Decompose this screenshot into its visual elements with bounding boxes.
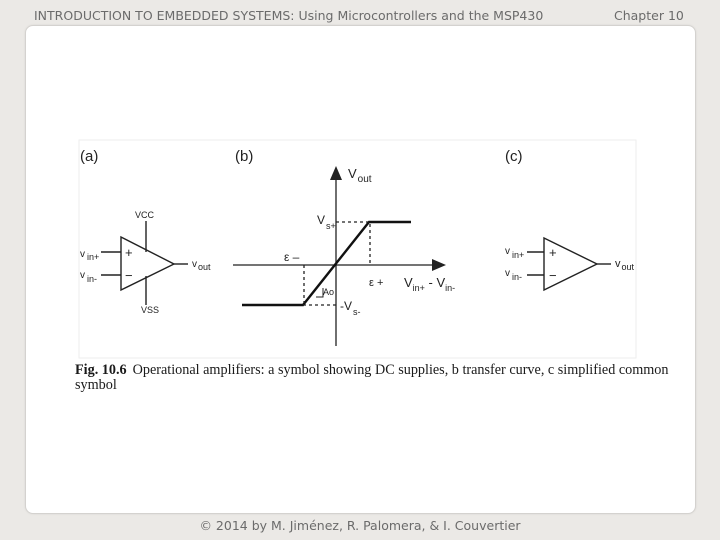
panel-b	[233, 148, 455, 346]
y-axis-arrow	[330, 166, 342, 180]
input-plus-label-a: v in+	[80, 249, 100, 262]
vss-label: VSS	[141, 305, 160, 315]
vs-minus-label: $-V_{s-}$	[340, 299, 361, 317]
panel-a-label: (a)	[80, 148, 99, 165]
vout-axis-label: $V_{out}$	[348, 166, 372, 185]
input-minus-label-c: v in-	[505, 268, 523, 282]
chapter-label: Chapter 10	[614, 8, 684, 23]
vcc-label: VCC	[135, 210, 155, 220]
figure-caption	[75, 363, 675, 393]
output-label-a: vout	[192, 259, 211, 272]
plus-sign-c: +	[549, 245, 557, 260]
panel-c-label: (c)	[505, 148, 523, 165]
x-axis-label: $V_{in+} - V_{in-}$	[404, 275, 456, 293]
minus-sign-c: −	[549, 268, 557, 283]
caption-text: Operational amplifiers: a symbol showing DC supplies, b transfer curve, c simplified common symbol	[75, 362, 669, 393]
vs-plus-label: $V_{s+}$	[317, 213, 336, 231]
eps-plus-label: ε +	[369, 277, 384, 289]
panel-c	[505, 148, 635, 290]
slope-label: Ao	[323, 287, 335, 297]
plus-sign-a: +	[125, 245, 133, 260]
input-minus-label-a: v in-	[80, 270, 98, 284]
x-axis-arrow	[432, 259, 446, 271]
minus-sign-a: −	[125, 268, 133, 283]
input-plus-label-c: v in+	[505, 246, 525, 260]
slope-indicator	[316, 288, 323, 297]
figure-number: Fig. 10.6	[75, 362, 127, 378]
panel-b-label: (b)	[235, 148, 254, 165]
output-label-c: $v_{out}$	[615, 258, 635, 272]
header-title: INTRODUCTION TO EMBEDDED SYSTEMS: Using Microcontrollers and the MSP430	[34, 8, 544, 23]
eps-minus-label: ε –	[284, 250, 300, 264]
panel-a	[80, 148, 211, 315]
copyright-footer: © 2014 by M. Jiménez, R. Palomera, & I. Couvertier	[199, 518, 521, 533]
